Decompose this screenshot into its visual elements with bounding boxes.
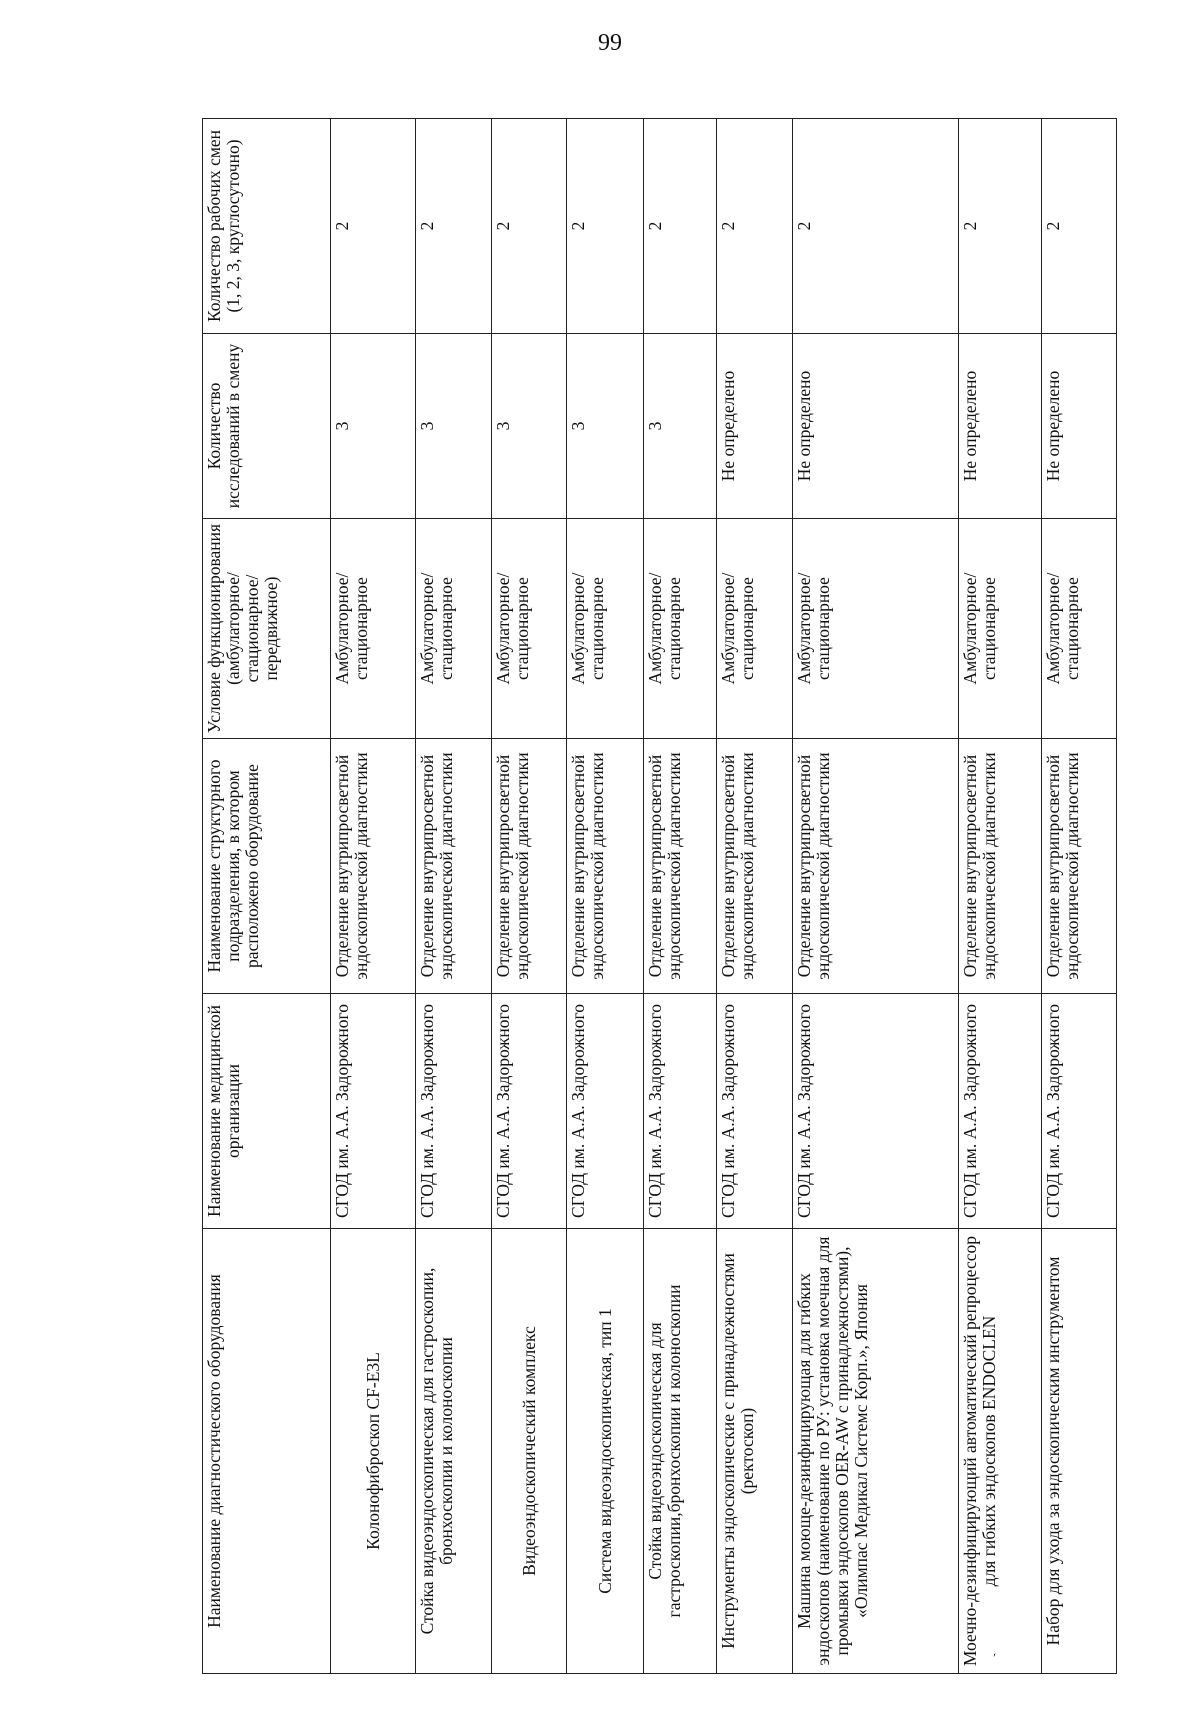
table-row — [793, 119, 959, 1674]
cell-organization: СГОД им. А.А. Задорожного — [959, 994, 1042, 1229]
cell-shifts: 2 — [959, 119, 1042, 334]
table-row — [1042, 119, 1117, 1674]
cell-shifts: 2 — [567, 119, 644, 334]
cell-studies: Не определено — [793, 334, 959, 519]
table-row — [491, 119, 567, 1674]
cell-organization: СГОД им. А.А. Задорожного — [716, 994, 793, 1229]
table-header-row — [203, 119, 331, 1674]
cell-organization: СГОД им. А.А. Задорожного — [1042, 994, 1117, 1229]
page-number: 99 — [598, 30, 622, 56]
cell-organization: СГОД им. А.А. Задорожного — [331, 994, 416, 1229]
table-row — [331, 119, 416, 1674]
cell-condition: Амбулаторное/ стационарное — [716, 519, 793, 739]
cell-organization: СГОД им. А.А. Задорожного — [644, 994, 716, 1229]
cell-equipment: Стойка видеоэндоскопическая для гастроскопии, бронхоскопии и колоноскопии — [416, 1229, 492, 1674]
header-studies: Количество исследований в смену — [203, 334, 331, 519]
cell-studies: 3 — [491, 334, 567, 519]
cell-studies: 3 — [331, 334, 416, 519]
cell-condition: Амбулаторное/ стационарное — [491, 519, 567, 739]
cell-shifts: 2 — [331, 119, 416, 334]
header-department: Наименование структурного подразделения, в котором расположено оборудование — [203, 739, 331, 994]
cell-shifts: 2 — [793, 119, 959, 334]
cell-studies: 3 — [567, 334, 644, 519]
table-row — [567, 119, 644, 1674]
scan-mark: ˊ — [991, 1651, 1003, 1668]
cell-department: Отделение внутрипросветной эндоскопической диагностики — [1042, 739, 1117, 994]
table-row — [716, 119, 793, 1674]
header-equipment: Наименование диагностического оборудования — [203, 1229, 331, 1674]
cell-organization: СГОД им. А.А. Задорожного — [567, 994, 644, 1229]
cell-department: Отделение внутрипросветной эндоскопической диагностики — [331, 739, 416, 994]
cell-organization: СГОД им. А.А. Задорожного — [793, 994, 959, 1229]
table-container — [202, 119, 1117, 1674]
cell-condition: Амбулаторное/ стационарное — [959, 519, 1042, 739]
table-row — [416, 119, 492, 1674]
cell-studies: 3 — [416, 334, 492, 519]
cell-equipment: Моечно-дезинфицирующий автоматический репроцессор для гибких эндоскопов ENDOCLEN — [959, 1229, 1042, 1674]
cell-equipment: Система видеоэндоскопическая, тип 1 — [567, 1229, 644, 1674]
cell-department: Отделение внутрипросветной эндоскопической диагностики — [959, 739, 1042, 994]
cell-shifts: 2 — [491, 119, 567, 334]
cell-department: Отделение внутрипросветной эндоскопической диагностики — [716, 739, 793, 994]
cell-condition: Амбулаторное/ стационарное — [331, 519, 416, 739]
cell-studies: Не определено — [716, 334, 793, 519]
cell-condition: Амбулаторное/ стационарное — [1042, 519, 1117, 739]
cell-department: Отделение внутрипросветной эндоскопической диагностики — [491, 739, 567, 994]
cell-studies: Не определено — [959, 334, 1042, 519]
cell-shifts: 2 — [716, 119, 793, 334]
cell-equipment: Видеоэндоскопический комплекс — [491, 1229, 567, 1674]
header-shifts: Количество рабочих смен (1, 2, 3, круглосуточно) — [203, 119, 331, 334]
table-row — [959, 119, 1042, 1674]
cell-equipment: Машина моюще-дезинфицирующая для гибких эндоскопов (наименование по РУ: установка моечная для промывки эндоскопов OER-AW с принадлежностями), «Олимпас Медикал Системс Корп.», Япония — [793, 1229, 959, 1674]
cell-shifts: 2 — [416, 119, 492, 334]
header-condition: Условие функционирования (амбулаторное/ стационарное/ передвижное) — [203, 519, 331, 739]
cell-condition: Амбулаторное/ стационарное — [416, 519, 492, 739]
cell-department: Отделение внутрипросветной эндоскопической диагностики — [644, 739, 716, 994]
cell-department: Отделение внутрипросветной эндоскопической диагностики — [416, 739, 492, 994]
cell-equipment: Инструменты эндоскопические с принадлежностями (ректоскоп) — [716, 1229, 793, 1674]
cell-equipment: Колонофиброскоп CF-E3L — [331, 1229, 416, 1674]
equipment-table — [202, 118, 1117, 1674]
cell-condition: Амбулаторное/ стационарное — [793, 519, 959, 739]
cell-department: Отделение внутрипросветной эндоскопической диагностики — [793, 739, 959, 994]
cell-condition: Амбулаторное/ стационарное — [567, 519, 644, 739]
cell-condition: Амбулаторное/ стационарное — [644, 519, 716, 739]
cell-equipment: Стойка видеоэндоскопическая для гастроскопии,бронхоскопии и колоноскопии — [644, 1229, 716, 1674]
cell-organization: СГОД им. А.А. Задорожного — [491, 994, 567, 1229]
cell-department: Отделение внутрипросветной эндоскопической диагностики — [567, 739, 644, 994]
header-organization: Наименование медицинской организации — [203, 994, 331, 1229]
cell-studies: 3 — [644, 334, 716, 519]
cell-organization: СГОД им. А.А. Задорожного — [416, 994, 492, 1229]
cell-equipment: Набор для ухода за эндоскопическим инструментом — [1042, 1229, 1117, 1674]
table-row — [644, 119, 716, 1674]
cell-shifts: 2 — [1042, 119, 1117, 334]
cell-shifts: 2 — [644, 119, 716, 334]
cell-studies: Не определено — [1042, 334, 1117, 519]
